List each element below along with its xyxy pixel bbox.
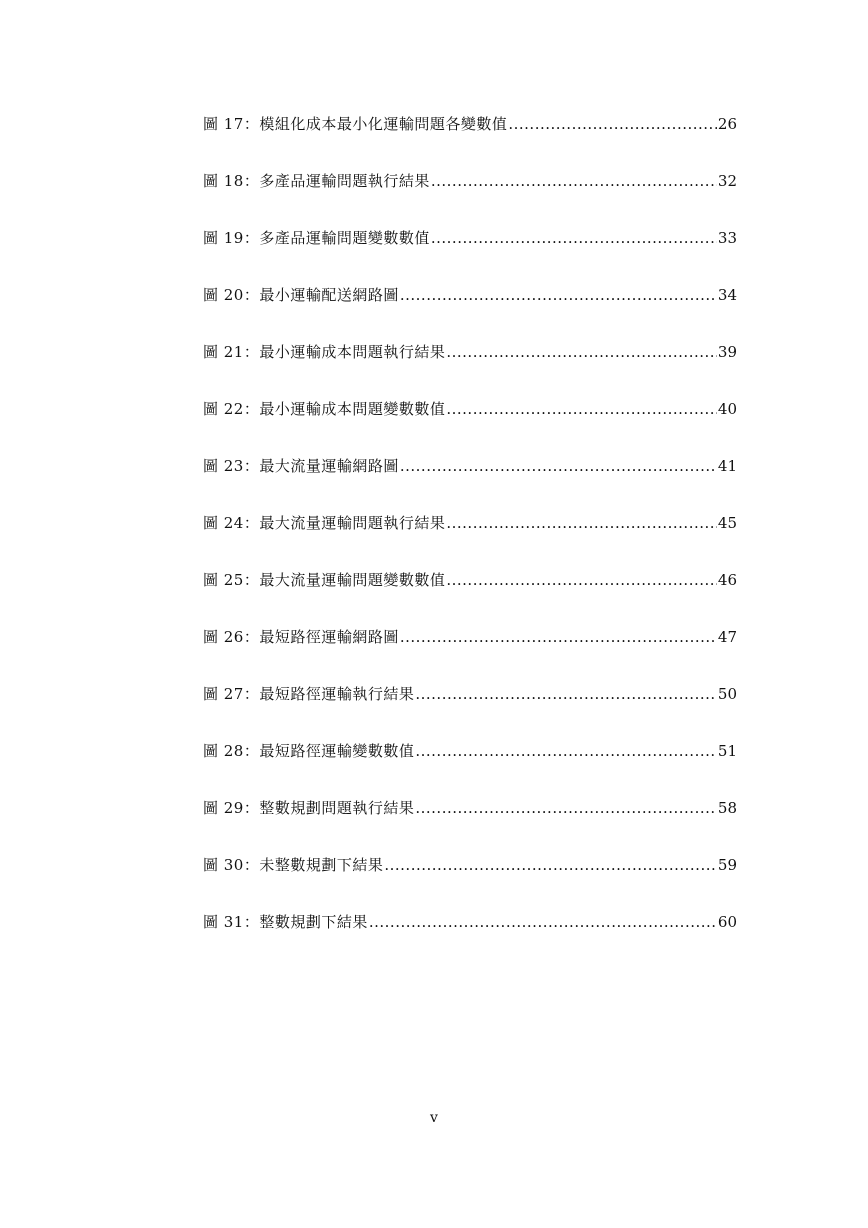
toc-entry-label: 圖 22：最小運輸成本問題變數數值 [203,400,446,418]
toc-entry-label: 圖 21：最小運輸成本問題執行結果 [203,343,446,361]
toc-entry-label: 圖 18：多產品運輸問題執行結果 [203,172,430,190]
toc-entry [203,568,737,625]
toc-entry-page: 32 [717,172,737,190]
toc-dot-leader [446,511,717,535]
toc-entry-label: 圖 20：最小運輸配送網路圖 [203,286,399,304]
toc-entry-page: 50 [717,685,737,703]
toc-entry-page: 58 [717,799,737,817]
toc-entry [203,853,737,910]
toc-dot-leader [415,796,717,820]
toc-dot-leader [384,853,717,877]
toc-entry-page: 46 [717,571,737,589]
toc-entry-page: 59 [717,856,737,874]
toc-dot-leader [446,340,717,364]
toc-entry [203,796,737,853]
toc-entry [203,454,737,511]
toc-entry [203,910,737,967]
toc-entry-label: 圖 29：整數規劃問題執行結果 [203,799,415,817]
table-of-figures [203,112,737,967]
toc-entry-label: 圖 28：最短路徑運輸變數數值 [203,742,415,760]
toc-dot-leader [446,397,717,421]
toc-entry-label: 圖 26：最短路徑運輸網路圖 [203,628,399,646]
toc-dot-leader [431,169,717,193]
toc-entry-label: 圖 25：最大流量運輸問題變數數值 [203,571,446,589]
toc-dot-leader [415,739,717,763]
toc-entry-page: 26 [717,115,737,133]
toc-entry-page: 47 [717,628,737,646]
toc-dot-leader [400,625,717,649]
toc-entry-page: 40 [717,400,737,418]
toc-entry [203,283,737,340]
toc-dot-leader [415,682,717,706]
toc-dot-leader [431,226,717,250]
toc-entry-page: 39 [717,343,737,361]
toc-entry-label: 圖 31：整數規劃下結果 [203,913,368,931]
toc-entry-page: 60 [717,913,737,931]
page-number: v [430,1110,438,1126]
toc-entry [203,739,737,796]
toc-entry-page: 51 [717,742,737,760]
toc-entry [203,511,737,568]
toc-entry [203,682,737,739]
toc-dot-leader [400,454,717,478]
toc-entry [203,226,737,283]
toc-entry-label: 圖 23：最大流量運輸網路圖 [203,457,399,475]
toc-dot-leader [508,112,717,136]
toc-dot-leader [369,910,717,934]
toc-entry [203,625,737,682]
toc-dot-leader [400,283,717,307]
toc-entry-label: 圖 27：最短路徑運輸執行結果 [203,685,415,703]
toc-entry-label: 圖 24：最大流量運輸問題執行結果 [203,514,446,532]
toc-entry-label: 圖 30：未整數規劃下結果 [203,856,384,874]
toc-entry-page: 41 [717,457,737,475]
toc-entry-label: 圖 17：模組化成本最小化運輸問題各變數值 [203,115,508,133]
toc-entry [203,340,737,397]
toc-entry-label: 圖 19：多產品運輸問題變數數值 [203,229,430,247]
toc-entry-page: 45 [717,514,737,532]
toc-entry-page: 33 [717,229,737,247]
toc-entry [203,397,737,454]
toc-dot-leader [446,568,717,592]
toc-entry [203,112,737,169]
toc-entry [203,169,737,226]
toc-entry-page: 34 [717,286,737,304]
